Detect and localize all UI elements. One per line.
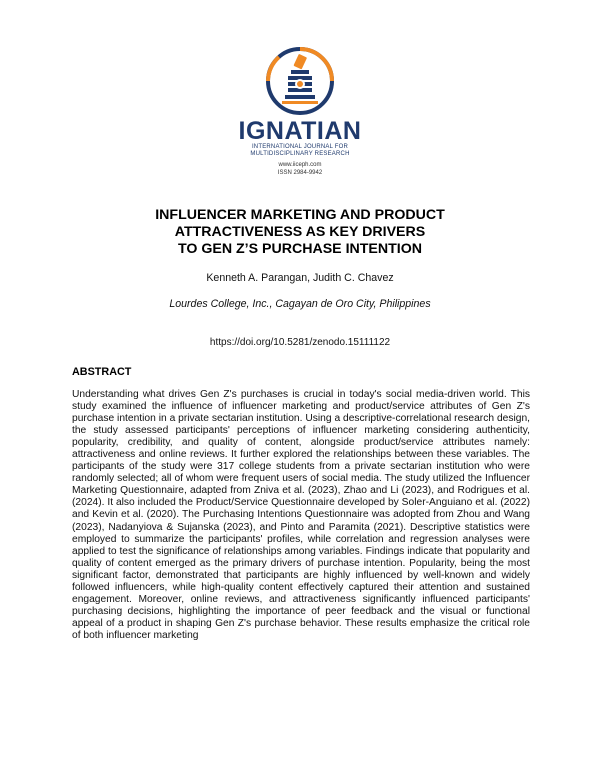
journal-subtitle-line2: MULTIDISCIPLINARY RESEARCH [250, 151, 350, 157]
abstract-body: Understanding what drives Gen Z's purchases is crucial in today's social media-driven world. This study examined the influence of influencer marketing and product/service attributes of Gen Z's purchase intention in a private sectarian institution. Using a descriptive-correlational research design, the study assessed participants' perceptions of influencer marketing considering authenticity, popularity, credibility, and quality of content, alongside product/service attributes namely: attractiveness and online reviews. It further explored the relationships between these variables. The participants of the study were 317 college students from a private sectarian institution who were randomly selected; all of whom were frequent users of social media. The study utilized the Influencer Marketing Questionnaire, adapted from Zniva et al. (2023), Zhao and Li (2023), and Rodrigues et al. (2024). It also included the Product/Service Questionnaire developed by Soler-Anguiano et al. (2022) and Kevin et al. (2020). The Purchasing Intentions Questionnaire was adopted from Zhou and Wang (2023), Nadanyiova & Sujanska (2023), and Pinto and Paramita (2021). Descriptive statistics were employed to summarize the participants' profiles, while correlation and regression analyses were applied to test the significance of relationships among variables. Findings indicate that popularity and quality of content emerged as the primary drivers of purchase intention. Popularity, being the most significant factor, demonstrated that participants are highly influenced by well-known and widely followed influencers, while high-quality content effectively captured their attention and sustained engagement. Moreover, online reviews, and attractiveness significantly influenced participants' purchasing decisions, highlighting the importance of peer feedback and the visual or functional appeal of a product in shaping Gen Z's purchase behavior. These results emphasize the critical role of both influencer marketing [72, 389, 530, 641]
journal-website: www.iiceph.com [278, 162, 322, 168]
journal-subtitle-line1: INTERNATIONAL JOURNAL FOR [251, 144, 349, 150]
paper-title [0, 207, 600, 258]
abstract-heading: ABSTRACT [72, 366, 132, 378]
paper-title-line1: INFLUENCER MARKETING AND PRODUCT [155, 207, 445, 223]
paper-title-line2: ATTRACTIVENESS AS KEY DRIVERS [174, 224, 426, 240]
journal-issn: ISSN 2984-9942 [277, 170, 323, 176]
paper-authors: Kenneth A. Parangan, Judith C. Chavez [206, 272, 394, 284]
paper-affiliation: Lourdes College, Inc., Cagayan de Oro City, Philippines [169, 298, 431, 310]
journal-logo-block [0, 46, 600, 177]
paper-title-line3: TO GEN Z’S PURCHASE INTENTION [177, 241, 423, 257]
journal-emblem-icon [265, 46, 335, 116]
journal-name: IGNATIAN [238, 117, 362, 145]
paper-doi-link[interactable]: https://doi.org/10.5281/zenodo.15111122 [209, 337, 391, 348]
